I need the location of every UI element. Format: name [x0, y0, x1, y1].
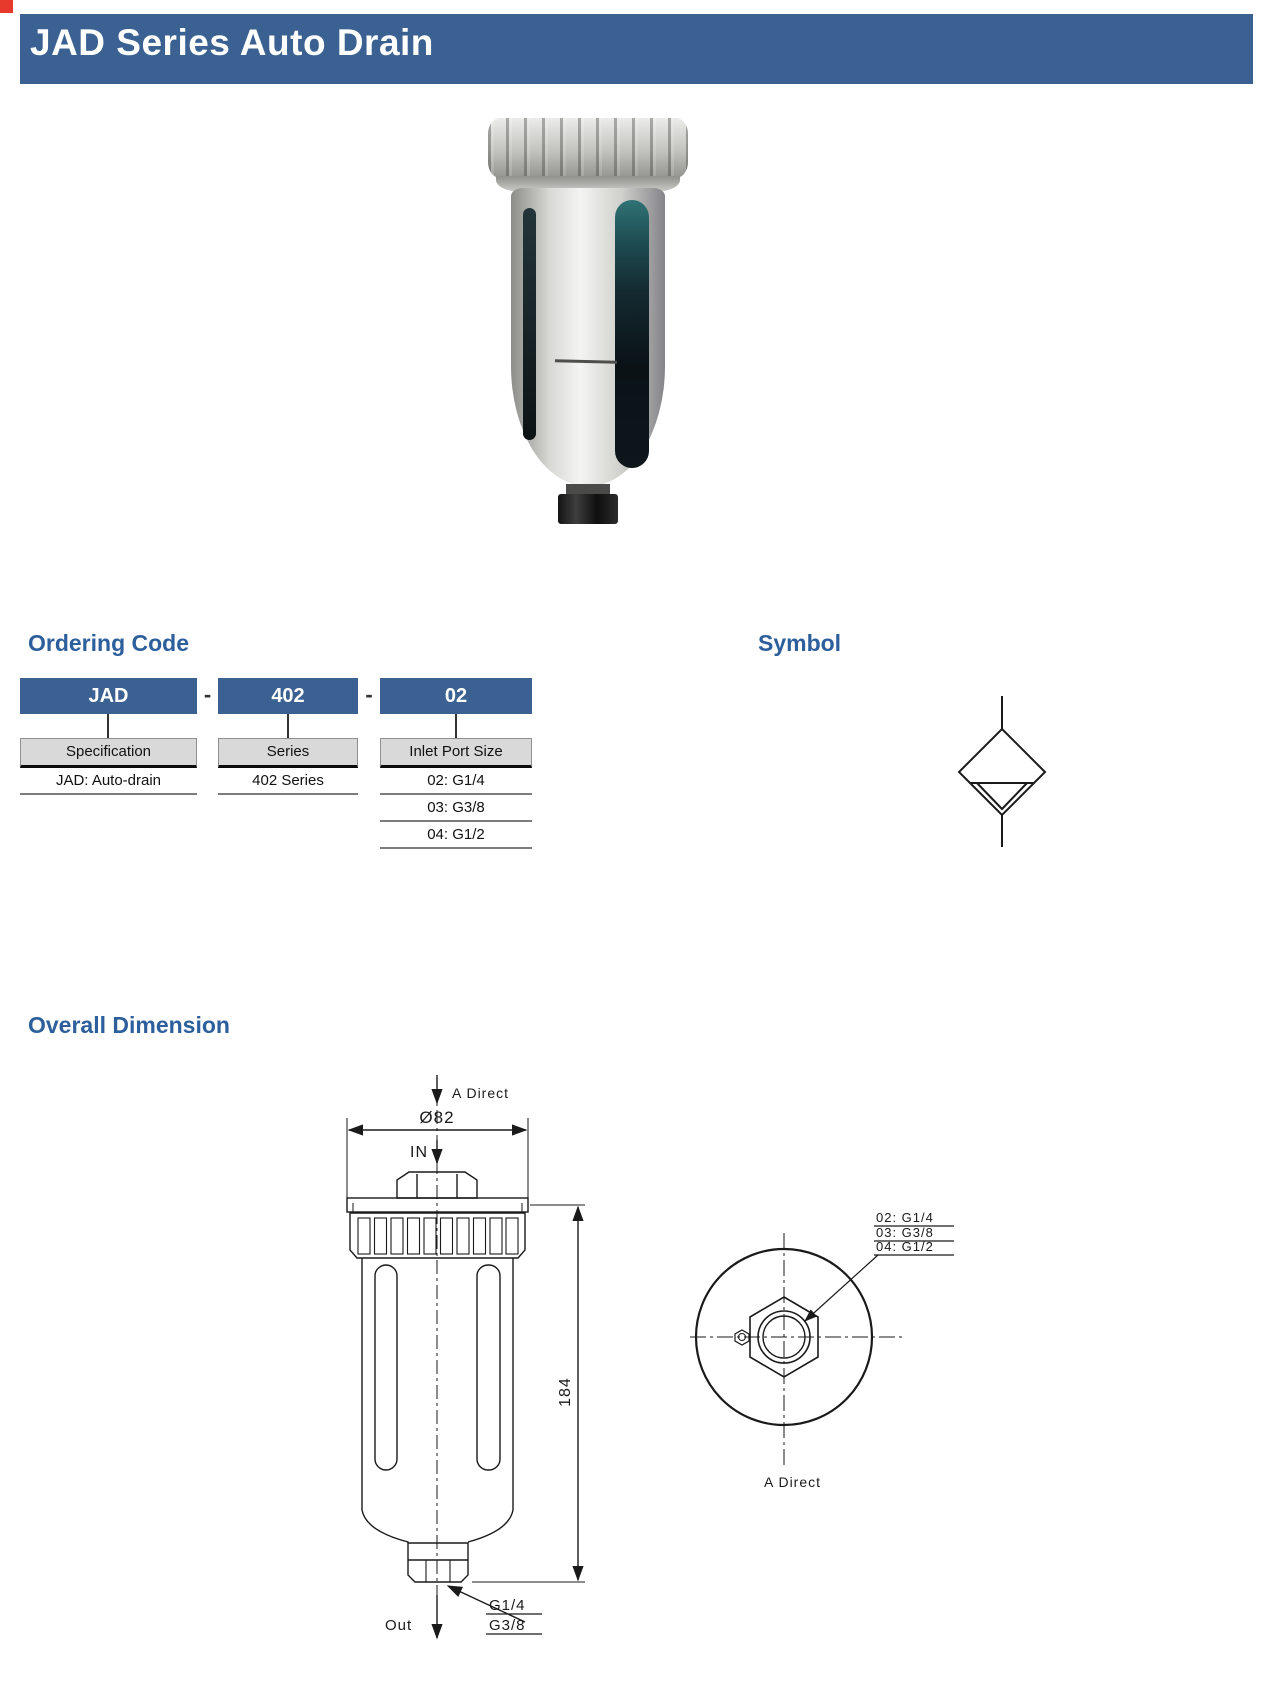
outlet-thread-label: G1/4	[489, 1597, 526, 1614]
auto-drain-symbol	[945, 690, 1065, 850]
symbol-diamond	[959, 729, 1045, 815]
outlet-fitting	[408, 1543, 468, 1582]
option-row: JAD: Auto-drain	[20, 768, 197, 795]
product-level-line	[555, 359, 617, 364]
ordering-code-heading: Ordering Code	[28, 630, 190, 656]
sight-slot-left	[375, 1265, 397, 1470]
option-row: 02: G1/4	[380, 768, 532, 795]
symbol-heading: Symbol	[758, 630, 842, 656]
connector-line	[287, 714, 289, 738]
option-row: 402 Series	[218, 768, 358, 795]
column-header-series: Series	[218, 738, 358, 768]
column-header-inlet-port-size: Inlet Port Size	[380, 738, 532, 768]
port-option-label: 04: G1/2	[876, 1239, 934, 1254]
top-view-drawing	[640, 1195, 965, 1505]
product-photo	[487, 112, 689, 524]
corner-red-mark	[0, 0, 13, 13]
overall-dimension-heading: Overall Dimension	[28, 1012, 230, 1038]
page-title: JAD Series Auto Drain	[20, 14, 1253, 84]
ordering-code-separator: -	[365, 682, 373, 707]
ordering-code-segment-series: 402	[218, 678, 358, 714]
product-bowl	[511, 188, 665, 486]
ordering-code-segment-specification: JAD	[20, 678, 197, 714]
bowl-outline	[362, 1258, 513, 1543]
front-view-drawing	[280, 1070, 610, 1665]
port-option-label: 03: G3/8	[876, 1225, 934, 1240]
outlet-thread-label: G3/8	[489, 1617, 526, 1634]
in-label: IN	[410, 1144, 428, 1161]
product-sight-window-right	[615, 200, 649, 468]
connector-line	[107, 714, 109, 738]
product-cap	[488, 118, 688, 178]
product-outlet-hexnut	[558, 494, 618, 524]
symbol-drain-triangle	[977, 783, 1027, 809]
port-option-label: 02: G1/4	[876, 1210, 934, 1225]
option-row: 04: G1/2	[380, 822, 532, 849]
option-row: 03: G3/8	[380, 795, 532, 822]
a-direct-label: A Direct	[452, 1085, 510, 1101]
diameter-label: Ø82	[419, 1108, 455, 1127]
column-header-specification: Specification	[20, 738, 197, 768]
connector-line	[455, 714, 457, 738]
product-sight-window-left	[523, 208, 536, 440]
ring-ribs	[358, 1218, 518, 1254]
product-cap-ribs	[488, 118, 688, 178]
out-label: Out	[385, 1617, 413, 1634]
ordering-code-segment-port: 02	[380, 678, 532, 714]
ordering-code-separator: -	[203, 682, 212, 707]
a-direct-label: A Direct	[764, 1474, 822, 1490]
sight-slot-right	[477, 1265, 500, 1470]
height-label: 184	[557, 1377, 574, 1407]
